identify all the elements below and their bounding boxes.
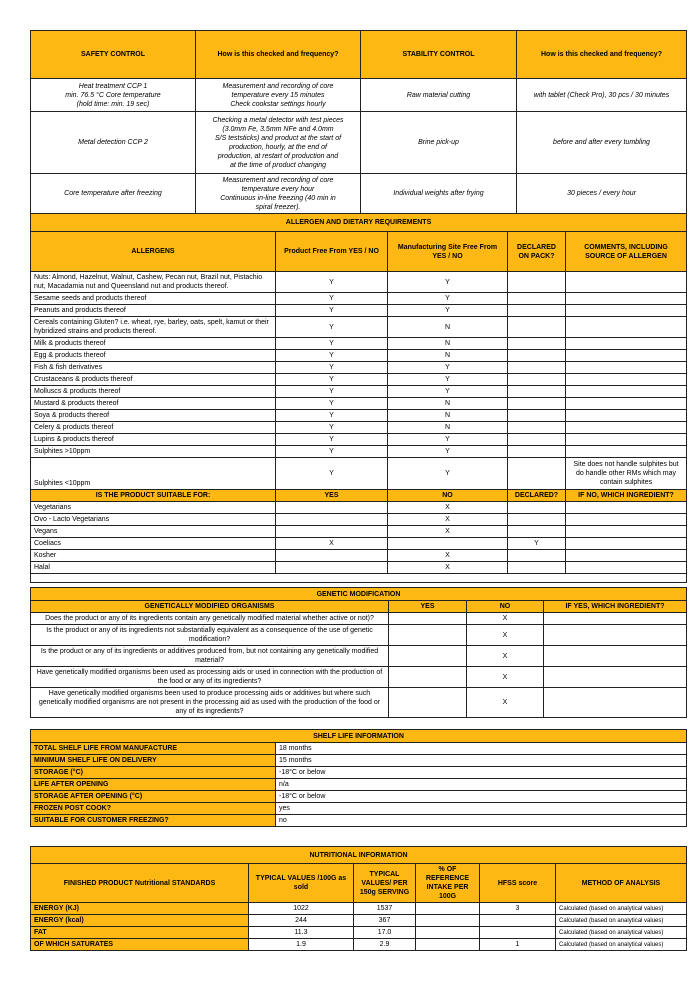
shelf-value: -18°C or below — [276, 767, 687, 779]
stability-check-cell: before and after every tumbling — [517, 112, 687, 174]
safety-control-line: Metal detection CCP 2 — [78, 139, 148, 146]
suitability-name: Halal — [31, 562, 276, 574]
allergen-comment — [566, 317, 687, 338]
table-row — [31, 903, 687, 915]
allergen-declared — [508, 350, 566, 362]
suitability-declared — [508, 526, 566, 538]
allergen-section-title: ALLERGEN AND DIETARY REQUIREMENTS — [31, 214, 687, 232]
allergen-declared — [508, 293, 566, 305]
gm-table — [30, 587, 687, 718]
allergen-comment — [566, 293, 687, 305]
shelf-label: SUITABLE FOR CUSTOMER FREEZING? — [31, 815, 276, 827]
table-row — [31, 915, 687, 927]
allergen-name: Sulphites <10ppm — [31, 458, 276, 490]
gm-question: Have genetically modified organisms been used to produce processing aids or additives but where such genetically modified organisms are not present in the processing aid as used with the production of the food or any of its ingredients? — [31, 688, 389, 718]
allergen-site-free: Y — [388, 458, 508, 490]
allergen-site-free: Y — [388, 293, 508, 305]
allergen-comment — [566, 338, 687, 350]
allergen-header-declared: DECLARED ON PACK? — [508, 232, 566, 272]
table-row — [31, 803, 687, 815]
allergen-header-site: Manufacturing Site Free From YES / NO — [388, 232, 508, 272]
suitability-declared: Y — [508, 538, 566, 550]
allergen-name: Soya & products thereof — [31, 410, 276, 422]
safety-control-line: Heat treatment CCP 1 — [78, 82, 148, 90]
allergen-comment — [566, 305, 687, 317]
shelf-rows — [31, 743, 687, 827]
nutrition-hfss: 3 — [480, 903, 556, 915]
allergen-name: Milk & products thereof — [31, 338, 276, 350]
gm-question: Is the product or any of its ingredients not substantially equivalent as a consequence of the use of genetic modification? — [31, 625, 389, 646]
suitability-yes — [276, 502, 388, 514]
allergen-product-free: Y — [276, 338, 388, 350]
table-row — [31, 422, 687, 434]
gm-header-yes: YES — [389, 601, 467, 613]
allergen-comment — [566, 362, 687, 374]
safety-control-line: Core temperature after freezing — [64, 190, 162, 197]
shelf-label: FROZEN POST COOK? — [31, 803, 276, 815]
allergen-product-free: Y — [276, 398, 388, 410]
allergen-site-free: Y — [388, 446, 508, 458]
table-row — [31, 646, 687, 667]
nutrition-method: Calculated (based on analytical values) — [556, 903, 687, 915]
table-row — [31, 939, 687, 951]
suitability-name: Vegans — [31, 526, 276, 538]
suitability-header-yes: YES — [276, 490, 388, 502]
allergen-site-free: N — [388, 398, 508, 410]
allergen-declared — [508, 272, 566, 293]
nutrition-ri — [416, 915, 480, 927]
allergen-declared — [508, 446, 566, 458]
gm-ingredient — [544, 613, 687, 625]
shelf-value: n/a — [276, 779, 687, 791]
gm-rows — [31, 613, 687, 718]
table-row — [31, 667, 687, 688]
safety-check-cell — [196, 79, 361, 112]
allergen-product-free: Y — [276, 386, 388, 398]
shelf-label: MINIMUM SHELF LIFE ON DELIVERY — [31, 755, 276, 767]
table-row — [31, 374, 687, 386]
stability-control-cell: Raw material cutting — [361, 79, 517, 112]
suitability-declared — [508, 514, 566, 526]
nutrition-per150: 17.0 — [354, 927, 416, 939]
nutrition-hfss — [480, 927, 556, 939]
safety-header-check: How is this checked and frequency? — [196, 31, 361, 79]
table-row — [31, 362, 687, 374]
allergen-table — [30, 213, 687, 583]
shelf-label: LIFE AFTER OPENING — [31, 779, 276, 791]
allergen-comment — [566, 350, 687, 362]
allergen-name: Mustard & products thereof — [31, 398, 276, 410]
suitability-yes — [276, 514, 388, 526]
safety-check-cell — [196, 174, 361, 214]
table-row — [31, 317, 687, 338]
safety-check-line: Measurement and recording of core — [222, 82, 334, 90]
table-row — [31, 538, 687, 550]
allergen-declared — [508, 398, 566, 410]
allergen-name: Celery & products thereof — [31, 422, 276, 434]
allergen-name: Peanuts and products thereof — [31, 305, 276, 317]
allergen-site-free: N — [388, 317, 508, 338]
allergen-header-product: Product Free From YES / NO — [276, 232, 388, 272]
allergen-header-comments: COMMENTS, INCLUDING SOURCE OF ALLERGEN — [566, 232, 687, 272]
nutrition-ri — [416, 903, 480, 915]
suitability-name: Kosher — [31, 550, 276, 562]
safety-header-control: SAFETY CONTROL — [31, 31, 196, 79]
shelf-value: yes — [276, 803, 687, 815]
gm-ingredient — [544, 688, 687, 718]
gm-yes — [389, 667, 467, 688]
table-row — [31, 815, 687, 827]
allergen-name: Molluscs & products thereof — [31, 386, 276, 398]
nutrition-hfss: 1 — [480, 939, 556, 951]
stability-control-cell: Brine pick-up — [361, 112, 517, 174]
stability-control-cell: Individual weights after frying — [361, 174, 517, 214]
nutrition-per150: 1537 — [354, 903, 416, 915]
gm-no: X — [467, 688, 544, 718]
allergen-comment — [566, 434, 687, 446]
safety-control-cell — [31, 174, 196, 214]
allergen-declared — [508, 374, 566, 386]
suitability-name: Coeliacs — [31, 538, 276, 550]
nutrition-hfss — [480, 915, 556, 927]
allergen-site-free: Y — [388, 434, 508, 446]
allergen-site-free: Y — [388, 374, 508, 386]
nutrition-method: Calculated (based on analytical values) — [556, 927, 687, 939]
table-row — [31, 502, 687, 514]
table-row — [31, 688, 687, 718]
suitability-header-no: NO — [388, 490, 508, 502]
safety-check-line: (3.0mm Fe, 3.5mm NFe and 4.0mm — [222, 125, 334, 133]
nutrition-table — [30, 846, 687, 951]
allergen-site-free: Y — [388, 305, 508, 317]
gm-no: X — [467, 613, 544, 625]
suitability-no: X — [388, 514, 508, 526]
allergen-product-free: Y — [276, 272, 388, 293]
allergen-comment: Site does not handle sulphites but do handle other RMs which may contain sulphites — [566, 458, 687, 490]
nutrition-label: FAT — [31, 927, 249, 939]
table-row — [31, 458, 687, 490]
table-row — [31, 446, 687, 458]
allergen-site-free: N — [388, 350, 508, 362]
suitability-no: X — [388, 526, 508, 538]
table-row — [31, 767, 687, 779]
allergen-name: Fish & fish derivatives — [31, 362, 276, 374]
gm-no: X — [467, 646, 544, 667]
shelf-section-title: SHELF LIFE INFORMATION — [31, 730, 687, 743]
allergen-rows — [31, 272, 687, 490]
table-row — [31, 305, 687, 317]
safety-check-line: Measurement and recording of core — [222, 176, 334, 184]
gm-ingredient — [544, 646, 687, 667]
suitability-header-ingredient: IF NO, WHICH INGREDIENT? — [566, 490, 687, 502]
allergen-name: Crustaceans & products thereof — [31, 374, 276, 386]
nutrition-label: ENERGY (kcal) — [31, 915, 249, 927]
nutrition-per150: 367 — [354, 915, 416, 927]
allergen-product-free: Y — [276, 422, 388, 434]
suitability-name: Vegetarians — [31, 502, 276, 514]
suitability-ingredient — [566, 538, 687, 550]
gm-question: Is the product or any of its ingredients or additives produced from, but not containing any genetically modified material? — [31, 646, 389, 667]
suitability-rows — [31, 502, 687, 574]
shelf-life-table — [30, 729, 687, 827]
table-row — [31, 625, 687, 646]
allergen-product-free: Y — [276, 305, 388, 317]
nutrition-label: OF WHICH SATURATES — [31, 939, 249, 951]
shelf-value: no — [276, 815, 687, 827]
allergen-declared — [508, 434, 566, 446]
shelf-value: 15 months — [276, 755, 687, 767]
allergen-product-free: Y — [276, 350, 388, 362]
suitability-ingredient — [566, 526, 687, 538]
safety-check-line: S/S teststicks) and product at the start of — [214, 134, 342, 142]
allergen-product-free: Y — [276, 458, 388, 490]
suitability-yes — [276, 550, 388, 562]
safety-check-cell — [196, 112, 361, 174]
table-row — [31, 350, 687, 362]
table-row — [31, 526, 687, 538]
nutrition-ri — [416, 939, 480, 951]
table-row — [31, 562, 687, 574]
suitability-ingredient — [566, 502, 687, 514]
allergen-site-free: Y — [388, 272, 508, 293]
shelf-label: STORAGE AFTER OPENING (°C) — [31, 791, 276, 803]
nutrition-header-method: METHOD OF ANALYSIS — [556, 864, 687, 903]
stability-header-check: How is this checked and frequency? — [517, 31, 687, 79]
gm-question: Have genetically modified organisms been used as processing aids or used in connection with the production of the food or any of its ingredients? — [31, 667, 389, 688]
allergen-comment — [566, 398, 687, 410]
safety-check-line: Checking a metal detector with test pieces — [212, 116, 344, 124]
suitability-ingredient — [566, 562, 687, 574]
table-row — [31, 434, 687, 446]
safety-check-line: temperature every hour — [241, 185, 315, 193]
allergen-declared — [508, 338, 566, 350]
suitability-no: X — [388, 562, 508, 574]
nutrition-header-per150: TYPICAL VALUES/ PER 150g SERVING — [354, 864, 416, 903]
allergen-product-free: Y — [276, 374, 388, 386]
suitability-yes — [276, 562, 388, 574]
allergen-site-free: N — [388, 410, 508, 422]
table-row — [31, 755, 687, 767]
safety-control-line: (hold time: min. 19 sec) — [76, 100, 150, 108]
allergen-declared — [508, 386, 566, 398]
gm-yes — [389, 646, 467, 667]
shelf-value: -18°C or below — [276, 791, 687, 803]
nutrition-ri — [416, 927, 480, 939]
nutrition-per150: 2.9 — [354, 939, 416, 951]
gm-header-no: NO — [467, 601, 544, 613]
allergen-product-free: Y — [276, 362, 388, 374]
safety-control-cell — [31, 112, 196, 174]
allergen-comment — [566, 422, 687, 434]
table-row — [31, 927, 687, 939]
suitability-name: Ovo - Lacto Vegetarians — [31, 514, 276, 526]
safety-check-line: at the time of product changing — [229, 161, 327, 169]
suitability-ingredient — [566, 550, 687, 562]
allergen-comment — [566, 446, 687, 458]
table-row — [31, 613, 687, 625]
allergen-product-free: Y — [276, 410, 388, 422]
suitability-declared — [508, 550, 566, 562]
shelf-label: TOTAL SHELF LIFE FROM MANUFACTURE — [31, 743, 276, 755]
gm-header-ingredient: IF YES, WHICH INGREDIENT? — [544, 601, 687, 613]
allergen-name: Egg & products thereof — [31, 350, 276, 362]
safety-check-line: Continuous in-line freezing (40 min in — [220, 194, 336, 202]
table-row — [31, 514, 687, 526]
table-row — [31, 743, 687, 755]
safety-check-line: spiral freezer). — [255, 203, 301, 211]
gm-header-question: GENETICALLY MODIFIED ORGANISMS — [31, 601, 389, 613]
nutrition-header-hfss: HFSS score — [480, 864, 556, 903]
allergen-name: Sulphites >10ppm — [31, 446, 276, 458]
allergen-name: Nuts: Almond, Hazelnut, Walnut, Cashew, Pecan nut, Brazil nut, Pistachio nut, Macadamia nut and Queensland nut and products thereof. — [31, 272, 276, 293]
table-row — [31, 398, 687, 410]
gm-no: X — [467, 667, 544, 688]
allergen-product-free: Y — [276, 434, 388, 446]
table-row — [31, 386, 687, 398]
nutrition-header-ri: % OF REFERENCE INTAKE PER 100G — [416, 864, 480, 903]
allergen-site-free: N — [388, 422, 508, 434]
gm-question: Does the product or any of its ingredients contain any genetically modified material whether active or not)? — [31, 613, 389, 625]
gm-section-title: GENETIC MODIFICATION — [31, 588, 687, 601]
suitability-header-declared: DECLARED? — [508, 490, 566, 502]
table-row — [31, 791, 687, 803]
stability-check-cell: 30 pieces / every hour — [517, 174, 687, 214]
suitability-no — [388, 538, 508, 550]
allergen-comment — [566, 410, 687, 422]
allergen-comment — [566, 374, 687, 386]
allergen-header-name: ALLERGENS — [31, 232, 276, 272]
table-row — [31, 338, 687, 350]
safety-check-line: production, hourly, at the end of — [229, 143, 327, 151]
safety-check-line: Check cookstar settings hourly — [230, 100, 326, 108]
nutrition-header-per100: TYPICAL VALUES /100G as sold — [249, 864, 354, 903]
nutrition-per100: 1.9 — [249, 939, 354, 951]
allergen-declared — [508, 458, 566, 490]
spacer-row — [31, 574, 687, 583]
nutrition-label: ENERGY (KJ) — [31, 903, 249, 915]
nutrition-section-title: NUTRITIONAL INFORMATION — [31, 847, 687, 864]
gm-yes — [389, 625, 467, 646]
nutrition-per100: 244 — [249, 915, 354, 927]
suitability-declared — [508, 502, 566, 514]
allergen-comment — [566, 386, 687, 398]
suitability-ingredient — [566, 514, 687, 526]
nutrition-method: Calculated (based on analytical values) — [556, 939, 687, 951]
suitability-no: X — [388, 550, 508, 562]
nutrition-per100: 1022 — [249, 903, 354, 915]
safety-check-line: temperature every 15 minutes — [231, 91, 325, 99]
nutrition-method: Calculated (based on analytical values) — [556, 915, 687, 927]
stability-header-control: STABILITY CONTROL — [361, 31, 517, 79]
allergen-site-free: N — [388, 338, 508, 350]
suitability-declared — [508, 562, 566, 574]
shelf-value: 18 months — [276, 743, 687, 755]
allergen-name: Cereals containing Gluten? i.e. wheat, rye, barley, oats, spelt, kamut or their hybridized strains and products thereof. — [31, 317, 276, 338]
table-row — [31, 550, 687, 562]
allergen-product-free: Y — [276, 317, 388, 338]
gm-ingredient — [544, 667, 687, 688]
allergen-declared — [508, 305, 566, 317]
table-row — [31, 272, 687, 293]
suitability-no: X — [388, 502, 508, 514]
safety-control-line: min. 76.5 °C Core temperature — [65, 91, 161, 99]
gm-ingredient — [544, 625, 687, 646]
allergen-site-free: Y — [388, 386, 508, 398]
gm-no: X — [467, 625, 544, 646]
allergen-site-free: Y — [388, 362, 508, 374]
allergen-product-free: Y — [276, 446, 388, 458]
allergen-product-free: Y — [276, 293, 388, 305]
shelf-label: STORAGE (°C) — [31, 767, 276, 779]
table-row — [31, 410, 687, 422]
safety-check-line: production, at restart of production and — [217, 152, 339, 160]
allergen-comment — [566, 272, 687, 293]
allergen-declared — [508, 410, 566, 422]
table-row — [31, 779, 687, 791]
suitability-header-name: IS THE PRODUCT SUITABLE FOR: — [31, 490, 276, 502]
suitability-yes — [276, 526, 388, 538]
allergen-declared — [508, 317, 566, 338]
nutrition-header-standard: FINISHED PRODUCT Nutritional STANDARDS — [31, 864, 249, 903]
suitability-yes: X — [276, 538, 388, 550]
nutrition-per100: 11.3 — [249, 927, 354, 939]
table-row — [31, 293, 687, 305]
allergen-name: Lupins & products thereof — [31, 434, 276, 446]
safety-control-cell — [31, 79, 196, 112]
gm-yes — [389, 613, 467, 625]
allergen-name: Sesame seeds and products thereof — [31, 293, 276, 305]
allergen-declared — [508, 422, 566, 434]
allergen-declared — [508, 362, 566, 374]
nutrition-rows — [31, 903, 687, 951]
stability-check-cell: with tablet (Check Pro), 30 pcs / 30 minutes — [517, 79, 687, 112]
gm-yes — [389, 688, 467, 718]
safety-control-table — [30, 30, 687, 214]
